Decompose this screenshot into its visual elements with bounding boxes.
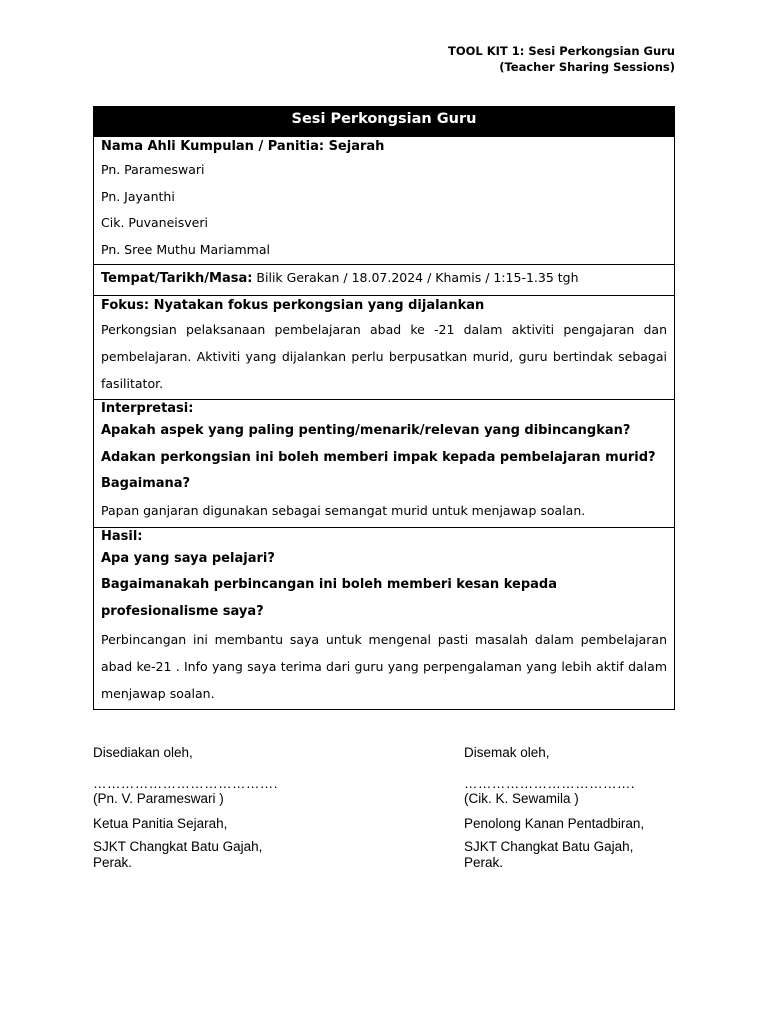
preparer-state: Perak. <box>93 855 133 870</box>
reviewed-by-block <box>464 745 724 871</box>
reviewer-school: SJKT Changkat Batu Gajah, <box>464 839 634 854</box>
focus-section <box>94 295 675 399</box>
result-question-1: Apa yang saya pelajari? <box>101 550 275 566</box>
member-name: Pn. Sree Muthu Mariammal <box>101 242 270 258</box>
interpretation-section <box>94 399 675 527</box>
members-heading: Nama Ahli Kumpulan / Panitia: Sejarah <box>101 139 385 154</box>
reviewer-state: Perak. <box>464 855 504 870</box>
reviewed-by-label: Disemak oleh, <box>464 745 550 760</box>
focus-text: Perkongsian pelaksanaan pembelajaran abad ke -21 dalam aktiviti pengajaran dan pembelajaran. Aktiviti yang dijalankan perlu berpusatkan murid, guru bertindak sebagai fasilitator. <box>101 321 667 391</box>
result-section <box>94 527 675 709</box>
reviewer-position: Penolong Kanan Pentadbiran, <box>464 816 645 831</box>
result-heading: Hasil: <box>101 528 143 544</box>
members-section <box>94 137 675 265</box>
prepared-by-block <box>93 745 353 871</box>
venue-section <box>94 264 675 295</box>
member-name: Cik. Puvaneisveri <box>101 215 208 231</box>
sharing-session-form <box>93 106 675 710</box>
venue-value: Bilik Gerakan / 18.07.2024 / Khamis / 1:15-1.35 tgh <box>252 269 579 285</box>
venue-label: Tempat/Tarikh/Masa: <box>101 270 253 286</box>
signature-line: ………………………………. <box>464 777 635 791</box>
preparer-school: SJKT Changkat Batu Gajah, <box>93 839 263 854</box>
interpretation-question-3: Bagaimana? <box>101 476 191 492</box>
member-name: Pn. Parameswari <box>101 162 205 177</box>
interpretation-heading: Interpretasi: <box>101 400 194 416</box>
interpretation-question-1: Apakah aspek yang paling penting/menarik/relevan yang dibincangkan? <box>101 422 631 438</box>
toolkit-header <box>448 43 675 75</box>
result-question-2: Bagaimanakah perbincangan ini boleh memberi kesan kepada profesionalisme saya? <box>101 577 557 620</box>
interpretation-answer: Papan ganjaran digunakan sebagai semangat murid untuk menjawap soalan. <box>101 502 586 518</box>
reviewer-name: (Cik. K. Sewamila ) <box>464 791 579 806</box>
result-answer: Perbincangan ini membantu saya untuk mengenal pasti masalah dalam pembelajaran abad ke-21 . Info yang saya terima dari guru yang perpengalaman yang lebih aktif dalam menjawap soalan. <box>101 631 667 701</box>
focus-heading: Fokus: Nyatakan fokus perkongsian yang dijalankan <box>101 297 485 313</box>
preparer-name: (Pn. V. Parameswari ) <box>93 791 224 806</box>
interpretation-question-2: Adakan perkongsian ini boleh memberi impak kepada pembelajaran murid? <box>101 449 656 465</box>
form-title: Sesi Perkongsian Guru <box>94 107 675 137</box>
toolkit-title: TOOL KIT 1: Sesi Perkongsian Guru <box>447 44 675 58</box>
signature-line: …………………………………. <box>93 777 278 791</box>
preparer-position: Ketua Panitia Sejarah, <box>93 816 228 831</box>
prepared-by-label: Disediakan oleh, <box>93 745 193 760</box>
toolkit-subtitle: (Teacher Sharing Sessions) <box>499 60 675 74</box>
member-name: Pn. Jayanthi <box>101 188 175 204</box>
